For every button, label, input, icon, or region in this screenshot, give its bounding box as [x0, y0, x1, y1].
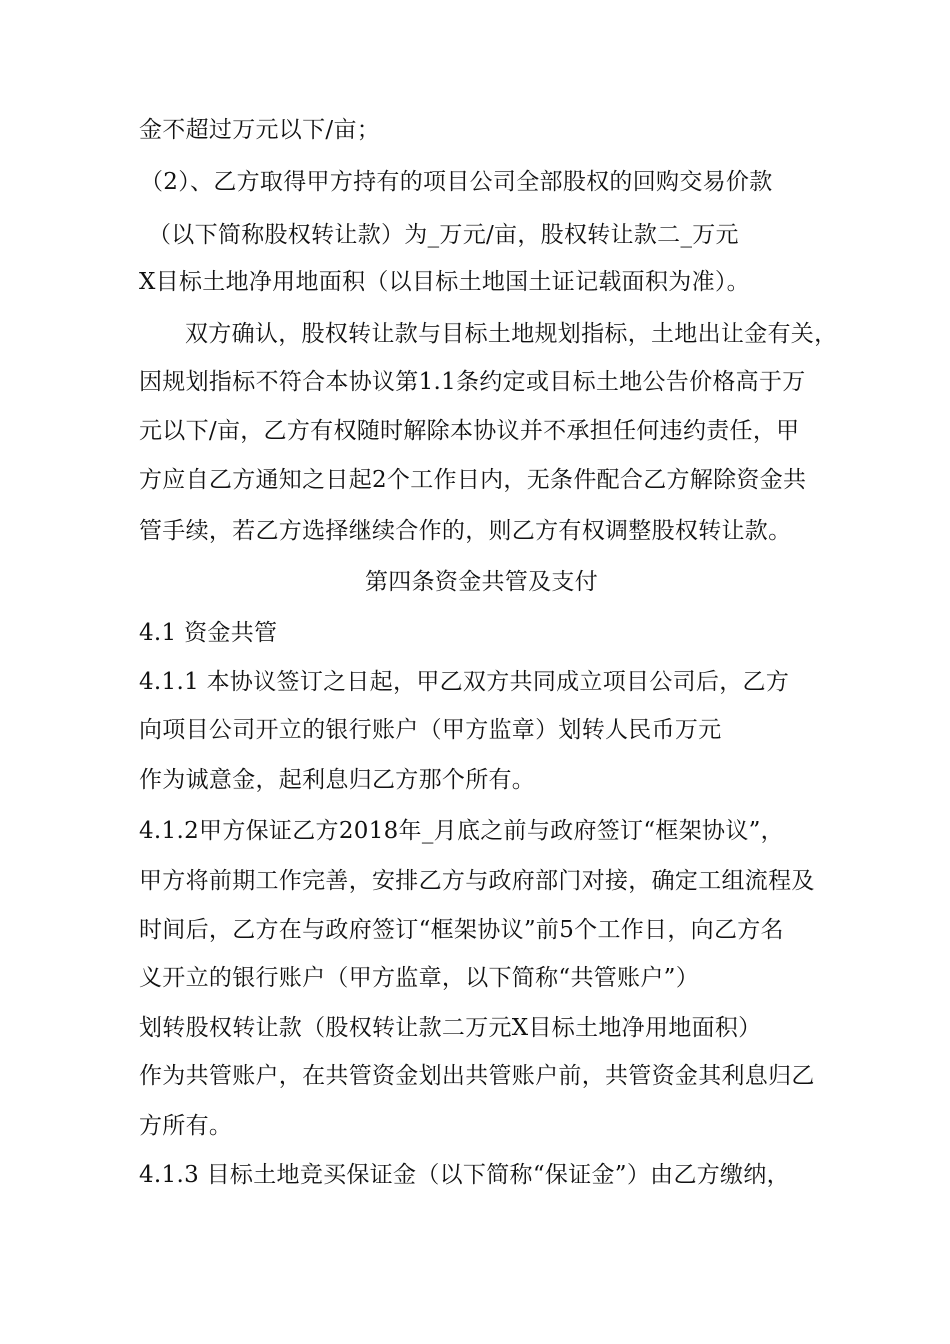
subsection-heading: 4.1 资金共管	[139, 620, 278, 646]
clause-4-1-1-line-3: 作为诚意金，起利息归乙方那个所有。	[139, 767, 536, 793]
section-heading: 第四条资金共管及支付	[365, 569, 598, 595]
clause-4-1-2-line-6: 作为共管账户，在共管资金划出共管账户前，共管资金其利息归乙	[139, 1063, 815, 1089]
paragraph-confirm-line-1: 双方确认，股权转让款与目标土地规划指标，土地出让金有关，	[185, 321, 838, 347]
clause-4-1-3-line-1: 4.1.3 目标土地竞买保证金（以下简称“保证金”）由乙方缴纳，	[139, 1162, 790, 1188]
clause-4-1-2-line-3: 时间后，乙方在与政府签订“框架协议”前5个工作日，向乙方名	[139, 917, 784, 943]
paragraph-confirm-line-3: 元以下/亩，乙方有权随时解除本协议并不承担任何违约责任，甲	[139, 418, 800, 444]
clause-4-1-2-line-7: 方所有。	[139, 1113, 233, 1139]
text-line: 金不超过万元以下/亩；	[139, 117, 381, 143]
paragraph-confirm-line-4: 方应自乙方通知之日起2个工作日内，无条件配合乙方解除资金共	[139, 467, 807, 493]
clause-2-line-1: （2）、乙方取得甲方持有的项目公司全部股权的回购交易价款	[140, 169, 773, 195]
paragraph-confirm-line-2: 因规划指标不符合本协议第1.1条约定或目标土地公告价格高于万	[139, 369, 806, 395]
clause-2-line-2: （以下简称股权转让款）为_万元/亩，股权转让款二_万元	[148, 222, 739, 248]
clause-4-1-1-line-2: 向项目公司开立的银行账户（甲方监章）划转人民币万元	[139, 717, 722, 743]
clause-4-1-2-line-4: 义开立的银行账户（甲方监章，以下简称“共管账户”）	[139, 965, 700, 991]
clause-4-1-2-line-5: 划转股权转让款（股权转让款二万元X目标土地净用地面积）	[139, 1015, 762, 1041]
clause-4-1-1-line-1: 4.1.1 本协议签订之日起，甲乙双方共同成立项目公司后，乙方	[139, 669, 790, 695]
clause-4-1-2-line-1: 4.1.2甲方保证乙方2018年_月底之前与政府签订“框架协议”，	[139, 818, 784, 844]
clause-2-line-3: X目标土地净用地面积（以目标土地国土证记载面积为准）。	[139, 269, 750, 295]
clause-4-1-2-line-2: 甲方将前期工作完善，安排乙方与政府部门对接，确定工组流程及	[139, 868, 815, 894]
paragraph-confirm-line-5: 管手续，若乙方选择继续合作的，则乙方有权调整股权转让款。	[139, 518, 792, 544]
